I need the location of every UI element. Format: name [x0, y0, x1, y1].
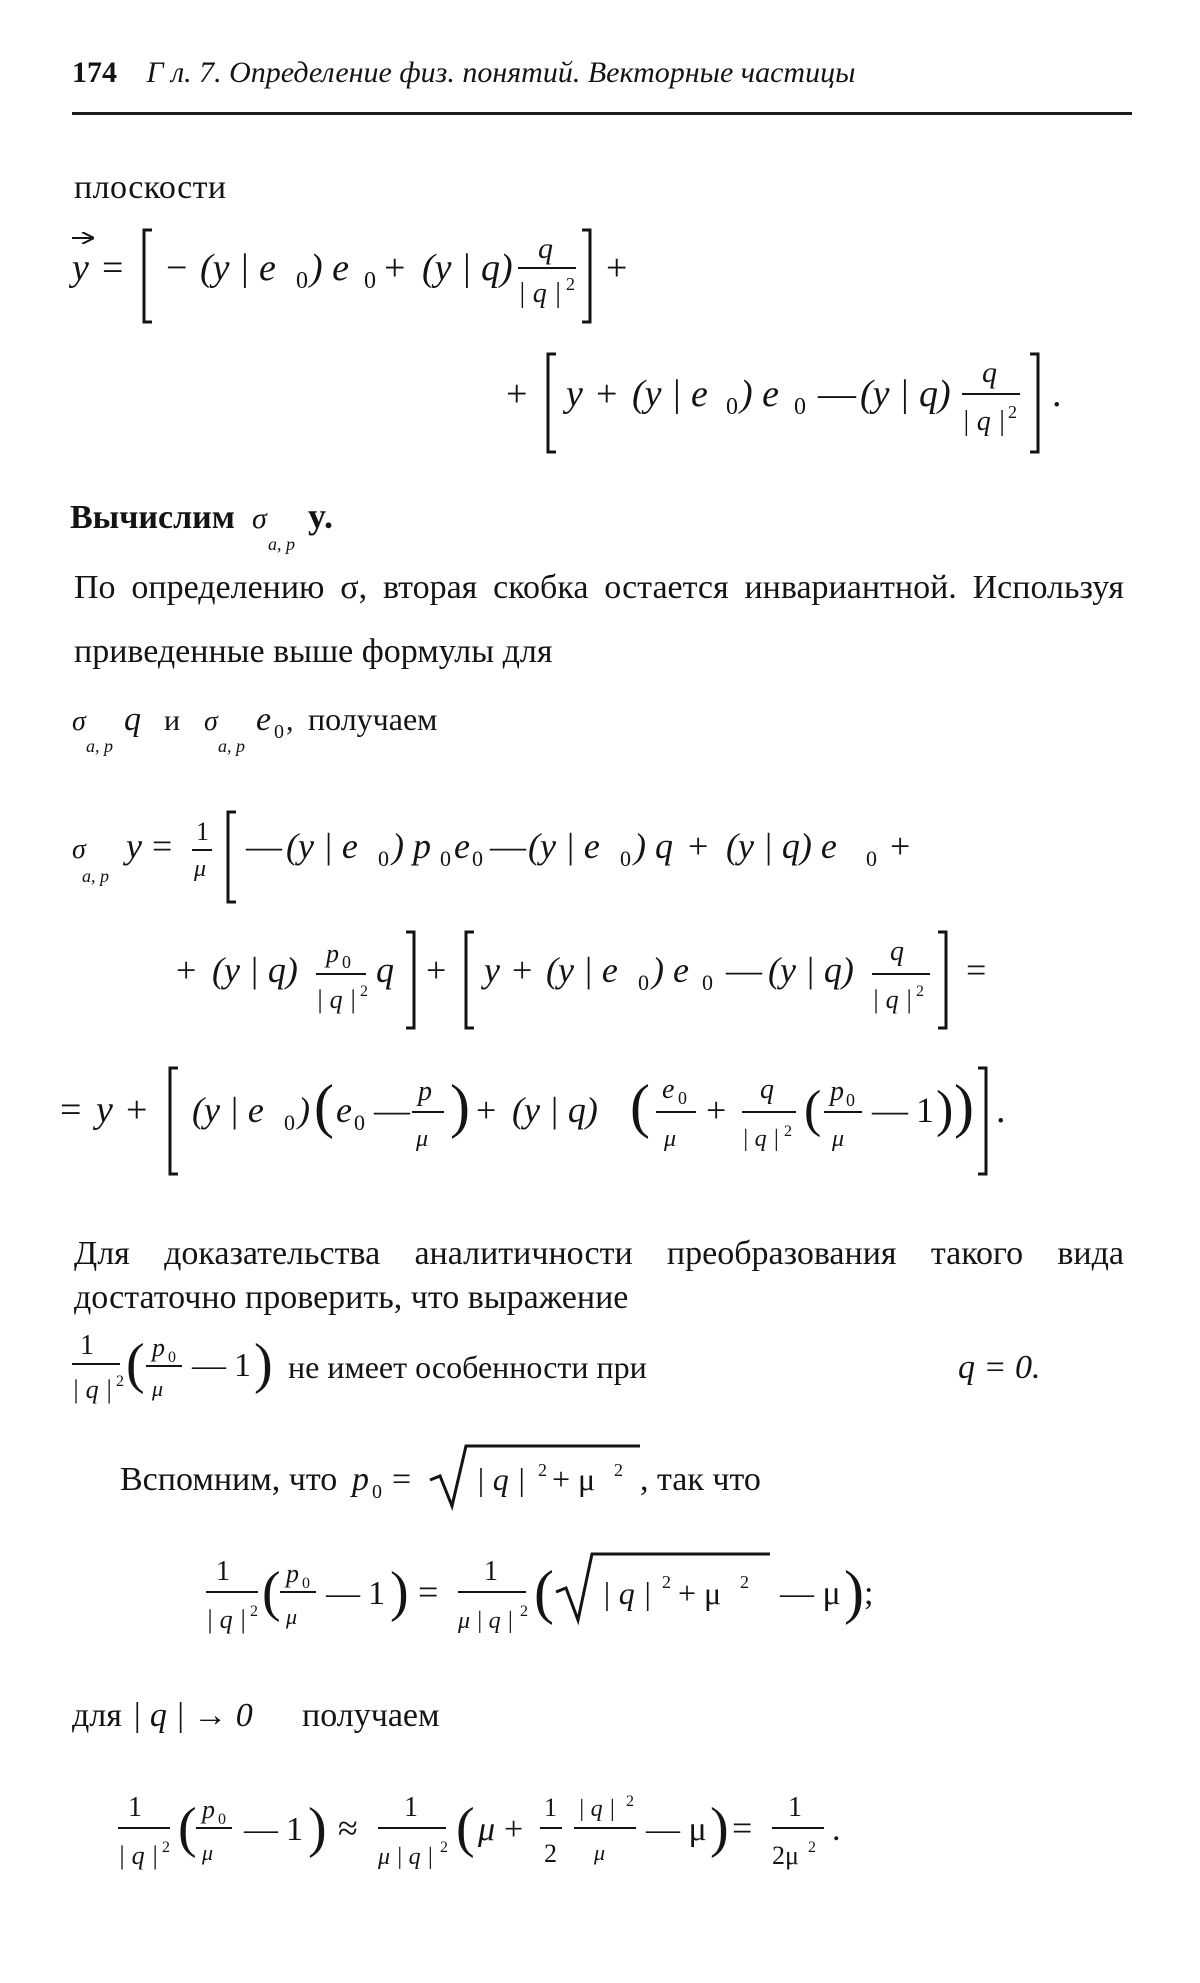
svg-text:| q |: | q | — [316, 985, 357, 1014]
svg-text:=: = — [102, 247, 124, 289]
svg-text:y: y — [484, 950, 500, 990]
svg-text:2: 2 — [538, 1460, 547, 1480]
svg-text:): ) — [844, 1559, 864, 1625]
no-singularity-text: не имеет особенности при — [288, 1349, 647, 1385]
svg-text:(y | q): (y | q) — [512, 1090, 598, 1130]
svg-text:=: = — [732, 1808, 753, 1848]
svg-text:1: 1 — [128, 1792, 142, 1823]
svg-text:— μ: — μ — [646, 1811, 707, 1848]
svg-text:μ: μ — [152, 1376, 164, 1401]
svg-text:2: 2 — [250, 1603, 258, 1620]
svg-text:a, p: a, p — [218, 736, 245, 756]
svg-text:(y | q): (y | q) — [422, 247, 513, 289]
equation-1-line-1 — [66, 218, 786, 343]
running-header — [72, 56, 1132, 106]
svg-text:=: = — [60, 1089, 82, 1131]
svg-text:| q |: | q | — [476, 1461, 526, 1497]
equation-2-line-3 — [56, 1056, 1146, 1191]
svg-text:+: + — [890, 826, 911, 866]
svg-text:—: — — [490, 826, 526, 866]
svg-text:1: 1 — [216, 1556, 230, 1587]
svg-text:(: ( — [534, 1559, 554, 1625]
svg-text:+: + — [506, 373, 528, 415]
svg-text:(: ( — [126, 1333, 145, 1395]
svg-text:(y | q): (y | q) — [212, 950, 298, 990]
svg-text:(y | e: (y | e — [632, 373, 708, 415]
svg-text:+: + — [176, 950, 197, 990]
svg-text:y: y — [566, 373, 583, 415]
recall-start: Вспомним, что — [120, 1461, 338, 1498]
svg-text:1: 1 — [544, 1793, 557, 1822]
svg-text:(: ( — [630, 1073, 650, 1139]
svg-text:+: + — [596, 373, 618, 415]
svg-text:.: . — [996, 1089, 1006, 1131]
svg-text:—: — — [818, 373, 856, 415]
paragraph-analyticity: Для доказательства аналитичности преобразования такого вида достаточно проверить, что выражение — [74, 1235, 1124, 1316]
svg-text:1: 1 — [788, 1792, 802, 1823]
svg-text:μ: μ — [664, 1126, 677, 1152]
svg-text:2μ: 2μ — [772, 1841, 799, 1870]
svg-text:—: — — [726, 950, 762, 990]
svg-text:2: 2 — [544, 1839, 557, 1868]
svg-text:;: ; — [864, 1575, 874, 1612]
svg-text:—: — — [326, 1575, 360, 1612]
and-word: и — [164, 704, 181, 737]
svg-text:0: 0 — [702, 970, 713, 995]
svg-text:) p: ) p — [392, 826, 431, 866]
svg-text:=: = — [966, 950, 987, 990]
limit-end: получаем — [302, 1697, 440, 1734]
svg-text:p: p — [286, 1559, 299, 1588]
svg-text:q: q — [890, 936, 904, 967]
compute-label: Вычислим — [70, 499, 235, 536]
equation-3 — [200, 1540, 1060, 1655]
svg-text:+: + — [384, 247, 406, 289]
svg-text:2: 2 — [740, 1572, 749, 1592]
svg-text:2: 2 — [784, 1123, 792, 1140]
svg-text:+: + — [476, 1090, 497, 1130]
svg-text:): ) — [254, 1333, 273, 1395]
svg-text:): ) — [954, 1073, 974, 1139]
svg-text:σ: σ — [72, 706, 86, 737]
limit-line — [72, 1680, 672, 1755]
svg-text:+: + — [512, 950, 533, 990]
svg-text:2: 2 — [614, 1460, 623, 1480]
svg-text:0: 0 — [296, 268, 308, 294]
svg-text:,: , — [286, 704, 294, 737]
svg-text:q: q — [376, 950, 394, 990]
formulas-tail: получаем — [308, 701, 438, 737]
svg-text:.: . — [1052, 373, 1062, 415]
svg-text:q: q — [124, 701, 141, 738]
svg-text:a, p: a, p — [82, 866, 109, 886]
svg-text:) e: ) e — [652, 950, 689, 990]
svg-text:(: ( — [456, 1797, 475, 1859]
svg-text:0: 0 — [726, 394, 738, 420]
svg-text:| q |: | q | — [872, 985, 913, 1014]
svg-text:+: + — [688, 826, 709, 866]
svg-text:2: 2 — [360, 983, 368, 1000]
svg-text:): ) — [298, 1090, 310, 1130]
svg-text:| q |: | q | — [206, 1605, 247, 1634]
svg-text:y: y — [72, 247, 89, 289]
svg-text:0: 0 — [472, 846, 483, 871]
svg-text:σ: σ — [252, 502, 267, 535]
svg-text:e: e — [454, 826, 470, 866]
svg-text:2: 2 — [626, 1793, 634, 1810]
svg-text:0: 0 — [218, 1811, 226, 1828]
svg-text:): ) — [308, 1797, 327, 1859]
svg-text:e: e — [662, 1074, 675, 1105]
svg-text:p: p — [830, 1076, 844, 1107]
svg-text:0: 0 — [168, 1349, 176, 1366]
svg-text:σ: σ — [204, 706, 218, 737]
svg-text:| q | → 0: | q | → 0 — [132, 1697, 253, 1734]
svg-text:2: 2 — [520, 1603, 528, 1620]
svg-text:0: 0 — [620, 846, 631, 871]
svg-text:μ: μ — [416, 1126, 429, 1152]
svg-text:0: 0 — [372, 1481, 382, 1503]
svg-text:p: p — [152, 1333, 165, 1362]
svg-text:) e: ) e — [310, 247, 350, 289]
svg-text:0: 0 — [302, 1575, 310, 1592]
svg-text:0: 0 — [440, 846, 451, 871]
paragraph-definition: По определению σ, вторая скобка остается инвариантной. Используя приведенные выше формулы для — [74, 569, 1124, 670]
header-rule — [72, 112, 1132, 115]
limit-start: для — [72, 1697, 122, 1734]
svg-text:) q: ) q — [634, 826, 673, 866]
svg-text:0: 0 — [378, 846, 389, 871]
svg-text:p: p — [202, 1795, 215, 1824]
svg-text:| q |: | q | — [518, 278, 562, 309]
svg-text:q: q — [760, 1074, 774, 1105]
svg-text:0: 0 — [274, 721, 284, 743]
svg-text:0: 0 — [342, 952, 351, 972]
recall-end: , так что — [640, 1461, 761, 1498]
svg-text:2: 2 — [440, 1839, 448, 1856]
svg-text:2: 2 — [116, 1373, 124, 1390]
svg-text:| q |: | q | — [602, 1575, 652, 1611]
formulas-reference-line — [72, 690, 572, 765]
svg-text:=: = — [392, 1461, 412, 1498]
svg-text:(y | e: (y | e — [546, 950, 618, 990]
svg-text:1: 1 — [368, 1575, 385, 1612]
svg-text:σ: σ — [72, 834, 86, 865]
svg-text:μ: μ — [594, 1840, 606, 1865]
svg-text:μ: μ — [832, 1126, 845, 1152]
svg-text:−: − — [166, 247, 188, 289]
svg-text:0: 0 — [284, 1110, 295, 1135]
svg-text:.: . — [832, 1811, 841, 1848]
svg-text:): ) — [450, 1073, 470, 1139]
svg-text:): ) — [936, 1081, 954, 1138]
svg-text:+ μ: + μ — [678, 1575, 722, 1611]
svg-text:1: 1 — [916, 1090, 934, 1130]
svg-text:| q |: | q | — [578, 1796, 616, 1822]
svg-text:(: ( — [804, 1081, 822, 1138]
svg-text:2: 2 — [662, 1572, 671, 1592]
svg-text:(y | e: (y | e — [192, 1090, 264, 1130]
svg-text:0: 0 — [846, 1090, 855, 1110]
svg-text:1: 1 — [286, 1811, 303, 1848]
equation-4 — [112, 1776, 1072, 1891]
svg-text:+: + — [126, 1089, 148, 1131]
svg-text:y: y — [96, 1089, 113, 1131]
svg-text:=: = — [152, 826, 173, 866]
svg-text:—: — — [244, 1811, 278, 1848]
svg-text:) e: ) e — [740, 373, 780, 415]
svg-text:(y | e: (y | e — [528, 826, 600, 866]
svg-text:— μ: — μ — [780, 1575, 841, 1612]
svg-text:—: — — [192, 1347, 226, 1384]
svg-text:0: 0 — [678, 1088, 687, 1108]
word-plane: плоскости — [74, 169, 227, 206]
svg-text:0: 0 — [354, 1110, 365, 1135]
svg-text:| q |: | q | — [742, 1126, 780, 1152]
svg-text:2: 2 — [566, 274, 575, 294]
svg-text:p: p — [326, 939, 339, 968]
svg-text:e: e — [256, 701, 272, 738]
svg-text:): ) — [390, 1561, 409, 1623]
q-equals-zero: q = 0. — [958, 1349, 1041, 1386]
svg-text:1: 1 — [80, 1330, 94, 1361]
svg-text:y: y — [126, 826, 142, 866]
svg-text:μ: μ — [194, 856, 207, 882]
svg-text:—: — — [872, 1090, 908, 1130]
svg-text:=: = — [418, 1572, 439, 1612]
svg-text:(y | q) e: (y | q) e — [726, 826, 837, 866]
svg-text:p: p — [418, 1076, 432, 1107]
svg-text:q: q — [982, 356, 997, 389]
svg-text:1: 1 — [404, 1792, 418, 1823]
equation-1-line-2 — [500, 340, 1140, 475]
svg-text:2: 2 — [1008, 402, 1017, 422]
svg-text:1: 1 — [234, 1347, 251, 1384]
equation-2-line-2 — [170, 920, 1130, 1045]
svg-text:a, p: a, p — [86, 736, 113, 756]
recall-line — [120, 1440, 1020, 1525]
svg-text:+: + — [426, 950, 447, 990]
svg-text:≈: ≈ — [338, 1808, 358, 1848]
svg-text:+: + — [606, 247, 628, 289]
svg-text:| q |: | q | — [72, 1375, 113, 1404]
svg-text:0: 0 — [364, 268, 376, 294]
svg-text:(: ( — [262, 1561, 281, 1623]
svg-text:2: 2 — [808, 1839, 816, 1856]
svg-text:(: ( — [314, 1073, 334, 1139]
svg-text:μ: μ — [202, 1840, 214, 1865]
page-number: 174 — [72, 56, 117, 89]
running-title: Г л. 7. Определение физ. понятий. Векторные частицы — [146, 56, 856, 89]
svg-text:0: 0 — [794, 394, 806, 420]
svg-text:μ: μ — [478, 1811, 496, 1848]
svg-text:1: 1 — [196, 817, 209, 846]
svg-text:(: ( — [178, 1797, 197, 1859]
svg-text:a, p: a, p — [268, 534, 295, 554]
svg-text:(y | e: (y | e — [200, 247, 276, 289]
svg-text:): ) — [710, 1797, 729, 1859]
equation-2-line-1 — [66, 800, 1066, 915]
svg-text:2: 2 — [162, 1839, 170, 1856]
svg-text:p: p — [352, 1461, 369, 1498]
svg-text:q: q — [538, 232, 553, 265]
svg-text:μ: μ — [286, 1604, 298, 1629]
svg-text:e: e — [336, 1090, 352, 1130]
svg-text:(y | e: (y | e — [286, 826, 358, 866]
svg-text:—: — — [374, 1090, 410, 1130]
svg-text:μ | q |: μ | q | — [378, 1844, 434, 1870]
svg-text:0: 0 — [638, 970, 649, 995]
no-singularity-line — [66, 1320, 1126, 1425]
svg-text:—: — — [246, 826, 282, 866]
svg-text:2: 2 — [916, 983, 924, 1000]
svg-text:μ | q |: μ | q | — [458, 1608, 514, 1634]
svg-text:+: + — [504, 1811, 524, 1848]
svg-text:+ μ: + μ — [552, 1461, 596, 1497]
svg-text:| q |: | q | — [118, 1841, 159, 1870]
svg-text:y.: y. — [308, 496, 334, 536]
svg-text:+: + — [706, 1090, 727, 1130]
svg-text:(y | q): (y | q) — [860, 373, 951, 415]
compute-line — [70, 490, 470, 565]
svg-text:1: 1 — [484, 1556, 498, 1587]
svg-text:(y | q): (y | q) — [768, 950, 854, 990]
svg-text:0: 0 — [866, 846, 877, 871]
svg-text:| q |: | q | — [962, 406, 1006, 437]
